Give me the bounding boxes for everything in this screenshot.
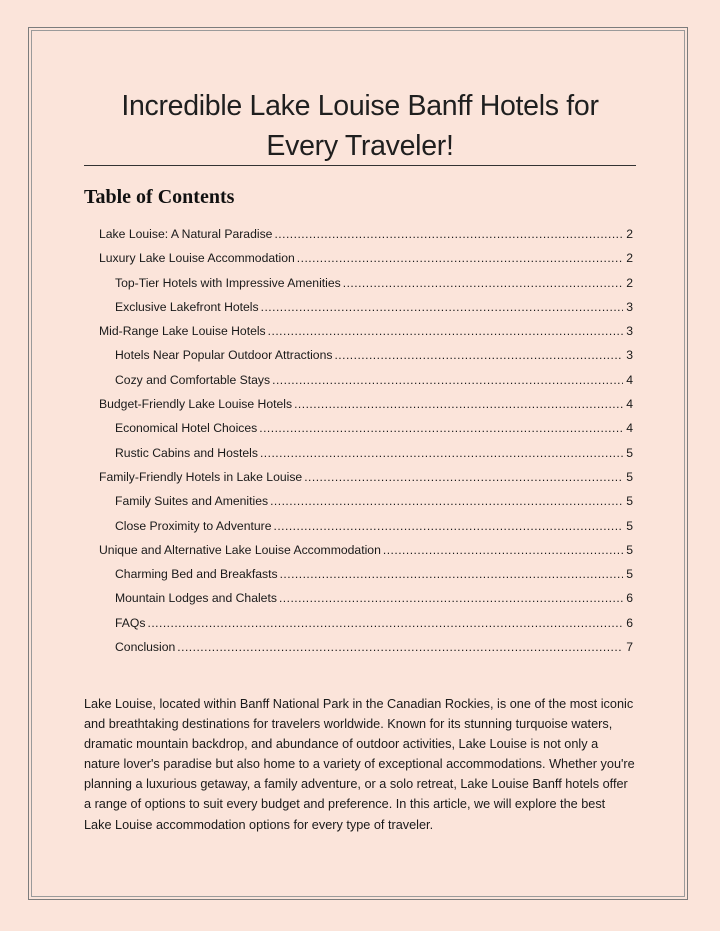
toc-page-number: 6	[626, 591, 633, 606]
toc-dot-leader	[273, 516, 623, 536]
toc-entry-title[interactable]: Unique and Alternative Lake Louise Accommodation	[99, 542, 381, 557]
toc-dot-leader	[304, 467, 623, 487]
title-block	[84, 86, 636, 166]
toc-dot-leader	[177, 637, 623, 657]
toc-entry[interactable]	[84, 491, 636, 515]
toc-entry-title[interactable]: Charming Bed and Breakfasts	[115, 567, 278, 582]
toc-entry-title[interactable]: Rustic Cabins and Hostels	[115, 445, 258, 460]
toc-entry-title[interactable]: Economical Hotel Choices	[115, 421, 258, 436]
toc-dot-leader	[268, 321, 624, 341]
toc-page-number: 7	[626, 640, 633, 655]
toc-page-number: 5	[626, 567, 633, 582]
toc-page-number: 5	[626, 518, 633, 533]
toc-entry-title[interactable]: Luxury Lake Louise Accommodation	[99, 251, 295, 266]
toc-dot-leader	[383, 540, 623, 560]
toc-entry-title[interactable]: Mid-Range Lake Louise Hotels	[99, 324, 266, 339]
toc-dot-leader	[343, 273, 623, 293]
toc-page-number: 3	[626, 324, 633, 339]
toc-dot-leader	[270, 491, 623, 511]
toc-entry-title[interactable]: Exclusive Lakefront Hotels	[115, 299, 259, 314]
toc-dot-leader	[259, 418, 623, 438]
toc-dot-leader	[272, 370, 623, 390]
toc-entry[interactable]	[84, 637, 636, 661]
toc-page-number: 2	[626, 251, 633, 266]
toc-entry-title[interactable]: Family Suites and Amenities	[115, 494, 269, 509]
toc-entry[interactable]	[84, 516, 636, 540]
toc-entry[interactable]	[84, 321, 636, 345]
toc-dot-leader	[280, 564, 624, 584]
toc-page-number: 4	[626, 372, 633, 387]
toc-entry[interactable]	[84, 248, 636, 272]
toc-page-number: 2	[626, 275, 633, 290]
toc-entry-title[interactable]: Mountain Lodges and Chalets	[115, 591, 277, 606]
toc-entry[interactable]	[84, 613, 636, 637]
toc-dot-leader	[279, 588, 623, 608]
toc-entry-title[interactable]: FAQs	[115, 615, 146, 630]
toc-entry-title[interactable]: Close Proximity to Adventure	[115, 518, 272, 533]
toc-dot-leader	[294, 394, 623, 414]
title-line-2: Every Traveler!	[266, 130, 454, 162]
toc-entry-title[interactable]: Conclusion	[115, 640, 176, 655]
toc-dot-leader	[274, 224, 623, 244]
toc-entry-title[interactable]: Hotels Near Popular Outdoor Attractions	[115, 348, 333, 363]
toc-entry[interactable]	[84, 394, 636, 418]
toc-entry[interactable]	[84, 273, 636, 297]
table-of-contents	[84, 224, 636, 661]
toc-entry-title[interactable]: Budget-Friendly Lake Louise Hotels	[99, 397, 293, 412]
title-divider	[84, 165, 636, 166]
title-line-1: Incredible Lake Louise Banff Hotels for	[121, 90, 599, 122]
toc-dot-leader	[334, 345, 623, 365]
toc-entry[interactable]	[84, 467, 636, 491]
toc-dot-leader	[260, 443, 623, 463]
toc-page-number: 4	[626, 421, 633, 436]
toc-entry[interactable]	[84, 370, 636, 394]
toc-entry[interactable]	[84, 564, 636, 588]
toc-page-number: 3	[626, 348, 633, 363]
toc-entry-title[interactable]: Top-Tier Hotels with Impressive Amenities	[115, 275, 341, 290]
toc-entry[interactable]	[84, 345, 636, 369]
toc-page-number: 5	[626, 445, 633, 460]
toc-page-number: 5	[626, 469, 633, 484]
toc-dot-leader	[147, 613, 623, 633]
toc-entry[interactable]	[84, 588, 636, 612]
toc-dot-leader	[261, 297, 624, 317]
toc-page-number: 5	[626, 542, 633, 557]
toc-entry[interactable]	[84, 224, 636, 248]
toc-page-number: 2	[626, 227, 633, 241]
toc-page-number: 4	[626, 397, 633, 412]
toc-page-number: 5	[626, 494, 633, 509]
toc-entry-title[interactable]: Family-Friendly Hotels in Lake Louise	[99, 469, 303, 484]
toc-entry-title[interactable]: Lake Louise: A Natural Paradise	[99, 227, 273, 241]
toc-entry[interactable]	[84, 540, 636, 564]
toc-entry[interactable]	[84, 418, 636, 442]
toc-heading: Table of Contents	[84, 186, 235, 208]
document-title	[84, 86, 636, 166]
toc-page-number: 3	[626, 299, 633, 314]
toc-entry[interactable]	[84, 443, 636, 467]
toc-dot-leader	[297, 248, 623, 268]
toc-entry-title[interactable]: Cozy and Comfortable Stays	[115, 372, 271, 387]
toc-entry[interactable]	[84, 297, 636, 321]
intro-paragraph: Lake Louise, located within Banff National Park in the Canadian Rockies, is one of the most iconic and breathtaking destinations for travelers worldwide. Known for its stunning turquoise waters, dramatic mountain backdrop, and abundance of outdoor activities, Lake Louise is not only a nature lover's paradise but also home to a variety of exceptional accommodations. Whether you're planning a luxurious getaway, a family adventure, or a solo retreat, Lake Louise Banff hotels offer a range of options to suit every budget and preference. In this article, we will explore the best Lake Louise accommodation options for every type of traveler.	[84, 697, 635, 832]
toc-page-number: 6	[626, 615, 633, 630]
